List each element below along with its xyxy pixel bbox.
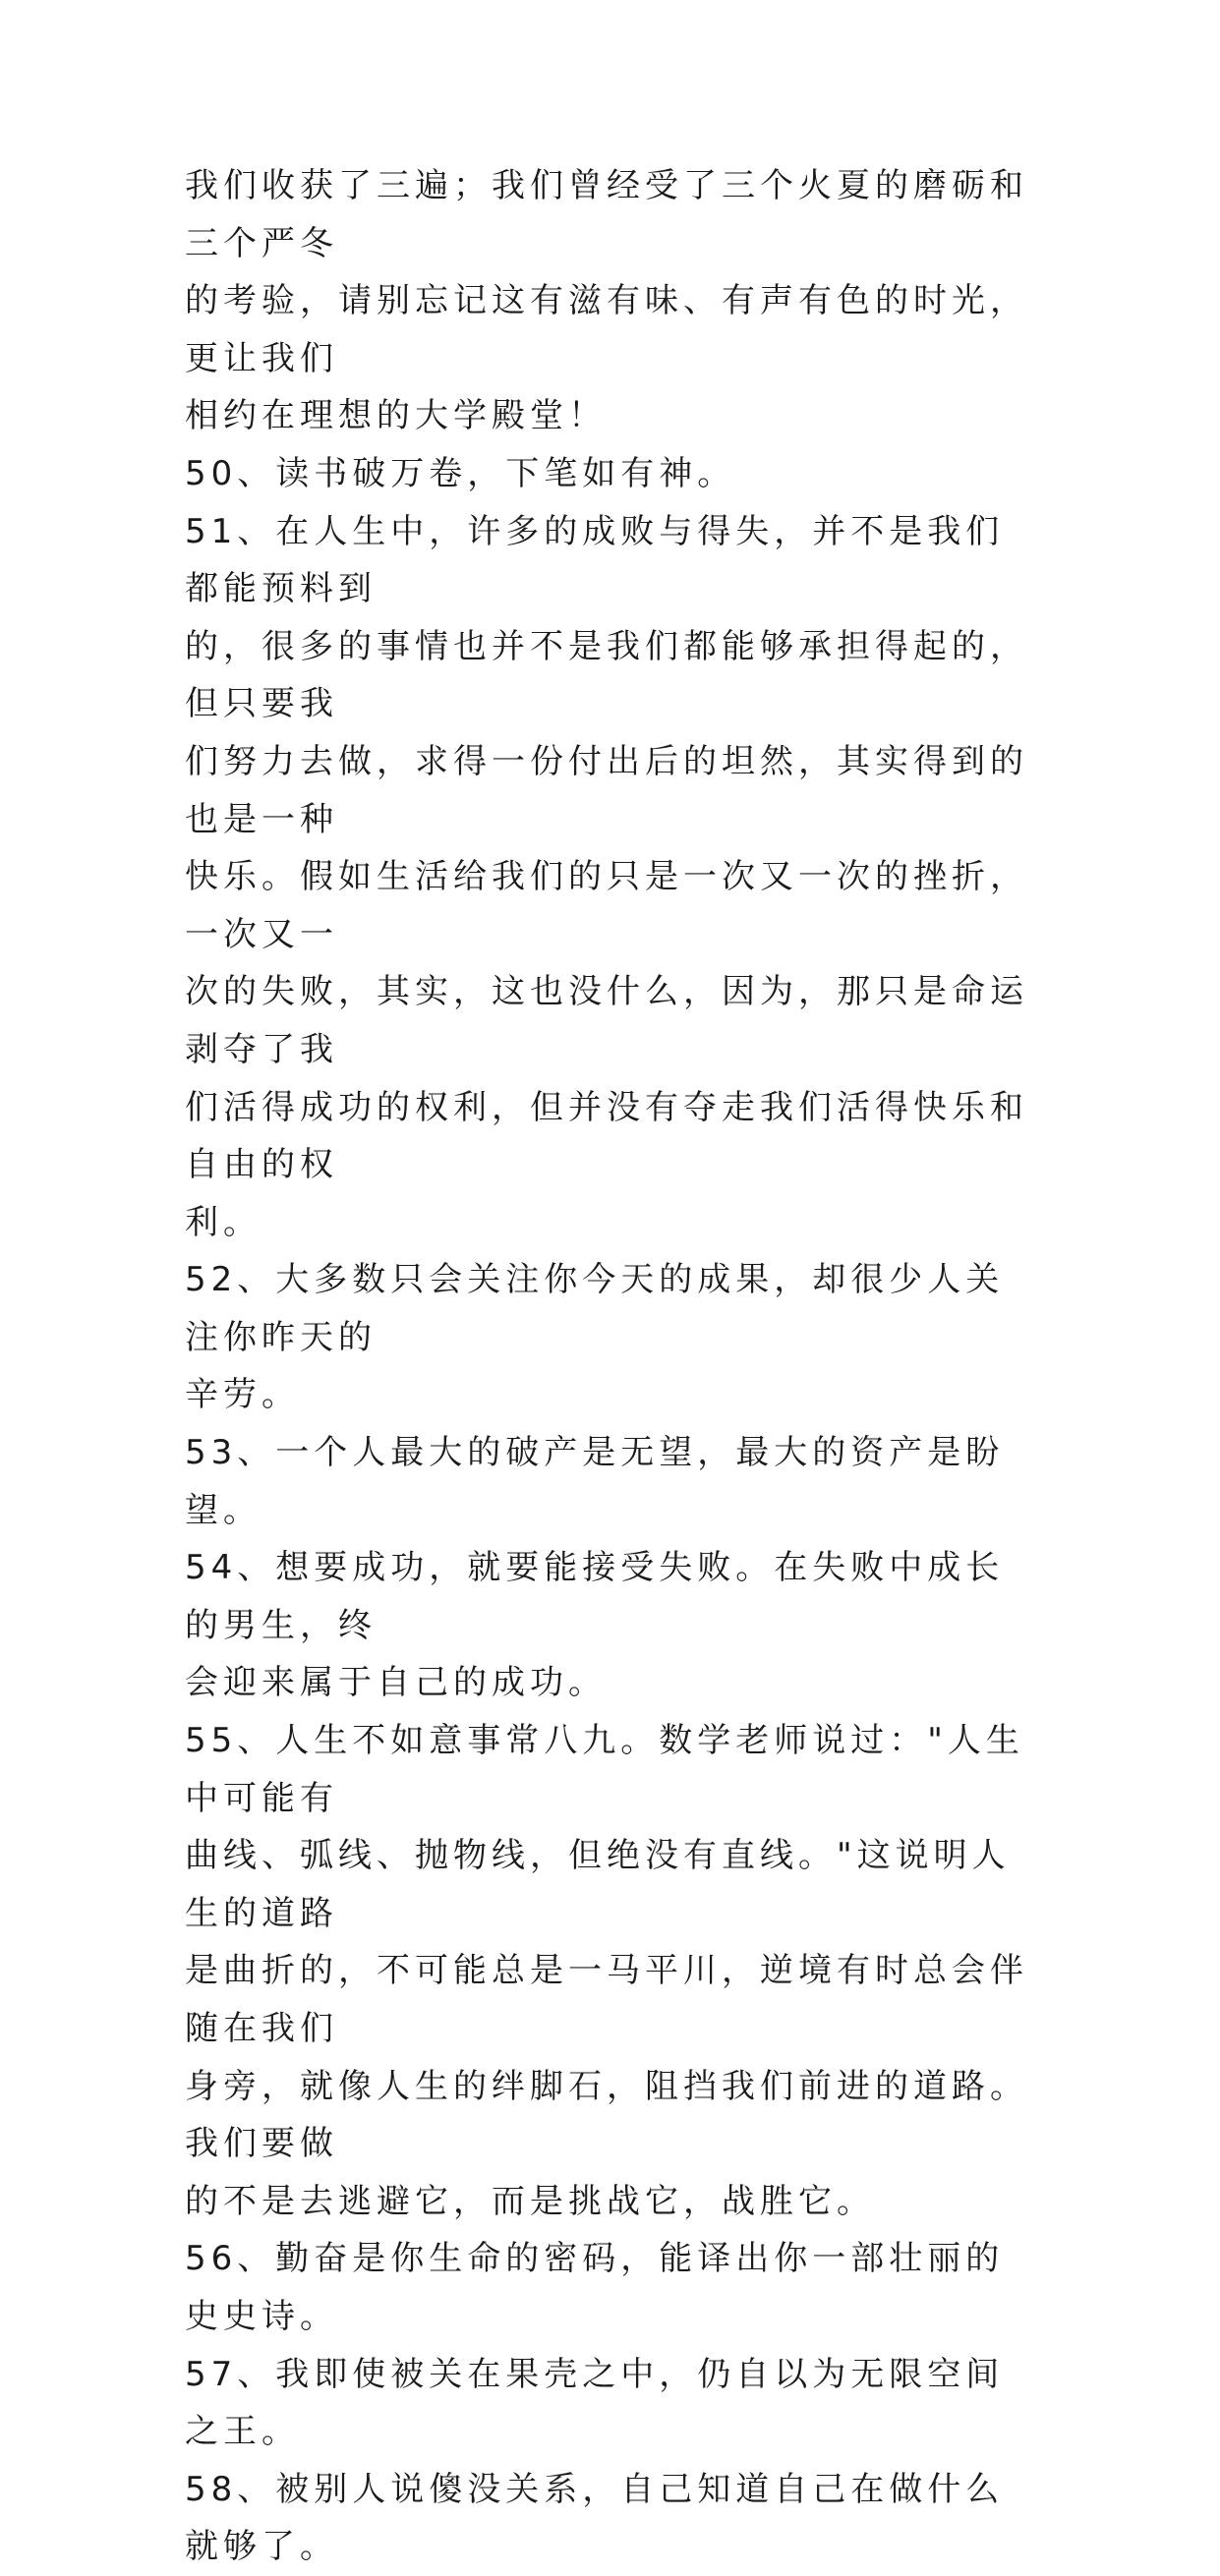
text-line: 我们收获了三遍；我们曾经受了三个火夏的磨砺和三个严冬 <box>185 166 1028 263</box>
text-line: 次的失败，其实，这也没什么，因为，那只是命运剥夺了我 <box>185 972 1028 1069</box>
text-line: 57、我即使被关在果壳之中，仍自以为无限空间之王。 <box>185 2354 1005 2452</box>
text-line: 50、读书破万卷，下笔如有神。 <box>185 453 736 493</box>
text-line: 会迎来属于自己的成功。 <box>185 1663 607 1703</box>
text-line: 的，很多的事情也并不是我们都能够承担得起的，但只要我 <box>185 626 1028 724</box>
text-line: 的不是去逃避它，而是挑战它，战胜它。 <box>185 2181 875 2221</box>
text-line: 相约在理想的大学殿堂！ <box>185 396 607 436</box>
document-body <box>185 157 1040 2576</box>
text-line: 是曲折的，不可能总是一马平川，逆境有时总会伴随在我们 <box>185 1951 1028 2048</box>
text-line: 58、被别人说傻没关系，自己知道自己在做什么就够了。 <box>185 2469 1005 2567</box>
text-line: 辛劳。 <box>185 1375 300 1415</box>
text-line: 曲线、弧线、抛物线，但绝没有直线。"这说明人生的道路 <box>185 1836 1011 1933</box>
text-line: 51、在人生中，许多的成败与得失，并不是我们都能预料到 <box>185 511 1005 609</box>
text-line: 56、勤奋是你生命的密码，能译出你一部壮丽的史史诗。 <box>185 2239 1005 2336</box>
text-line: 身旁，就像人生的绊脚石，阻挡我们前进的道路。我们要做 <box>185 2066 1028 2164</box>
text-line: 55、人生不如意事常八九。数学老师说过："人生中可能有 <box>185 1721 1024 1818</box>
text-line: 53、一个人最大的破产是无望，最大的资产是盼望。 <box>185 1433 1005 1530</box>
text-line: 54、想要成功，就要能接受失败。在失败中成长的男生，终 <box>185 1548 1005 1645</box>
text-line: 们努力去做，求得一份付出后的坦然，其实得到的也是一种 <box>185 741 1028 839</box>
text-line: 们活得成功的权利，但并没有夺走我们活得快乐和自由的权 <box>185 1087 1028 1185</box>
text-line: 的考验，请别忘记这有滋有味、有声有色的时光，更让我们 <box>185 281 1028 378</box>
text-line: 利。 <box>185 1202 261 1242</box>
text-line: 快乐。假如生活给我们的只是一次又一次的挫折，一次又一 <box>185 857 1028 954</box>
text-line: 52、大多数只会关注你今天的成果，却很少人关注你昨天的 <box>185 1260 1005 1357</box>
